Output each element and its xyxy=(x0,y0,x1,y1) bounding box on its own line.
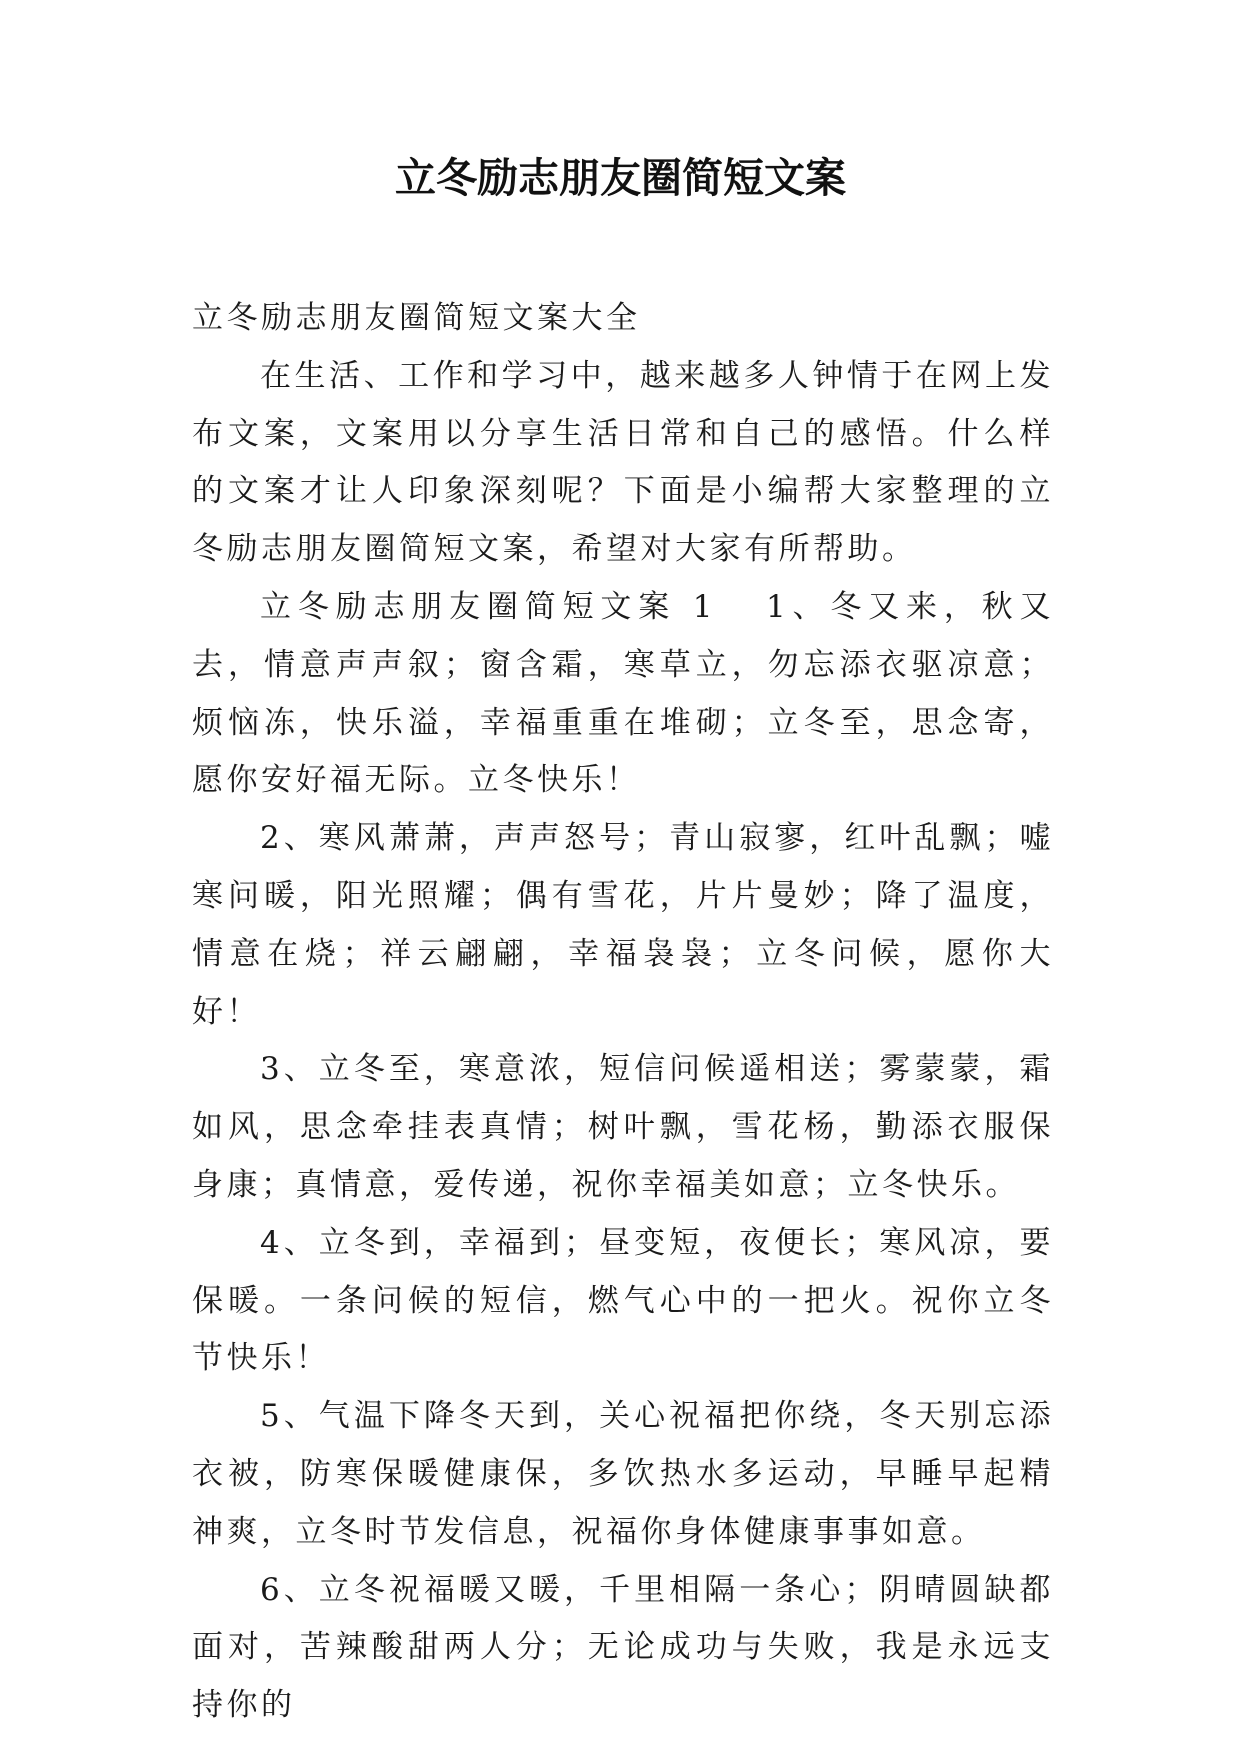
list-item-1: 1、冬又来，秋又去，情意声声叙；窗含霜，寒草立，勿忘添衣驱凉意；烦恼冻，快乐溢，幸福重重在堆砌；立冬至，思念寄，愿你安好福无际。立冬快乐！ xyxy=(192,588,1054,799)
document-subtitle: 立冬励志朋友圈简短文案大全 xyxy=(192,300,641,336)
section-heading: 立冬励志朋友圈简短文案 1 xyxy=(260,588,716,625)
intro-paragraph: 在生活、工作和学习中，越来越多人钟情于在网上发布文案，文案用以分享生活日常和自己的感悟。什么样的文案才让人印象深刻呢？下面是小编帮大家整理的立冬励志朋友圈简短文案，希望对大家有所帮助。 xyxy=(192,357,1054,568)
document-body xyxy=(192,290,1054,1735)
list-item-6: 6、立冬祝福暖又暖，千里相隔一条心；阴晴圆缺都面对，苦辣酸甜两人分；无论成功与失败，我是永远支持你的 xyxy=(192,1571,1054,1724)
list-item-3: 3、立冬至，寒意浓，短信问候遥相送；雾蒙蒙，霜如风，思念牵挂表真情；树叶飘，雪花杨，勤添衣服保身康；真情意，爱传递，祝你幸福美如意；立冬快乐。 xyxy=(192,1051,1054,1203)
list-item-2: 2、寒风萧萧，声声怒号；青山寂寥，红叶乱飘；嘘寒问暖，阳光照耀；偶有雪花，片片曼妙；降了温度，情意在烧；祥云翩翩，幸福袅袅；立冬问候，愿你大好！ xyxy=(192,820,1054,1030)
list-item-4: 4、立冬到，幸福到；昼变短，夜便长；寒风凉，要保暖。一条问候的短信，燃气心中的一把火。祝你立冬节快乐！ xyxy=(192,1224,1054,1377)
list-item-5: 5、气温下降冬天到，关心祝福把你绕，冬天别忘添衣被，防寒保暖健康保，多饮热水多运动，早睡早起精神爽，立冬时节发信息，祝福你身体健康事事如意。 xyxy=(192,1398,1054,1550)
section-paragraph xyxy=(192,579,1054,810)
document-title: 立冬励志朋友圈简短文案 xyxy=(395,154,846,202)
